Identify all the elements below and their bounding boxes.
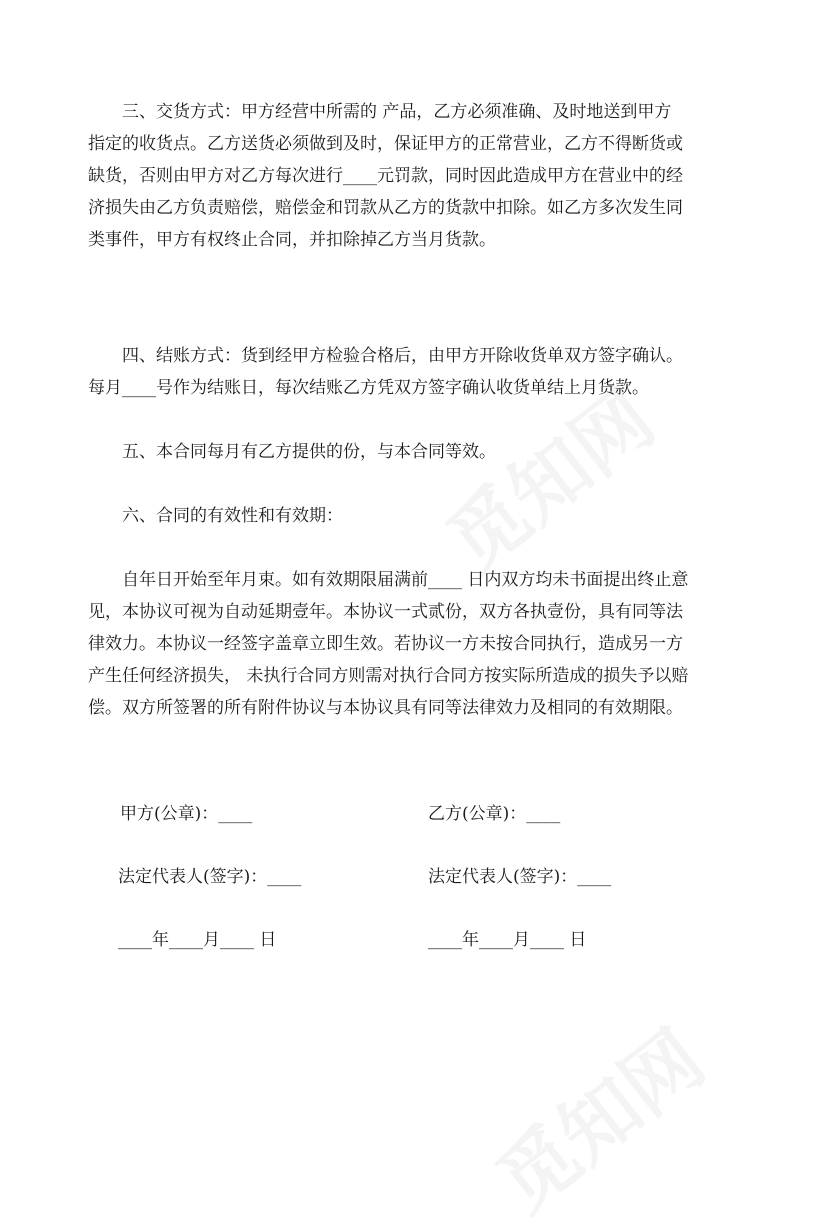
paragraph-line: 三、交货方式：甲方经营中所需的 产品，乙方必须准确、及时地送到甲方 [122, 102, 672, 122]
paragraph-line: 指定的收货点。乙方送货必须做到及时，保证甲方的正常营业，乙方不得断货或 [88, 134, 683, 154]
party-a-seal: 甲方(公章)：____ [120, 804, 253, 824]
paragraph-line: 每月____号作为结账日，每次结账乙方凭双方签字确认收货单结上月货款。 [88, 378, 649, 398]
paragraph-line: 产生任何经济损失， 未执行合同方则需对执行合同方按实际所造成的损失予以赔 [88, 666, 689, 686]
paragraph-line: 类事件，甲方有权终止合同，并扣除掉乙方当月货款。 [88, 230, 496, 250]
party-b-seal: 乙方(公章)：____ [428, 804, 561, 824]
paragraph-line: 四、结账方式：货到经甲方检验合格后，由甲方开除收货单双方签字确认。 [122, 346, 683, 366]
party-a-date: ____年____月____ 日 [118, 930, 277, 950]
section-validity-body [88, 564, 768, 724]
paragraph-line: 济损失由乙方负责赔偿，赔偿金和罚款从乙方的货款中扣除。如乙方多次发生同 [88, 198, 683, 218]
paragraph-line: 五、本合同每月有乙方提供的份，与本合同等效。 [122, 442, 496, 462]
paragraph-line: 自年日开始至年月束。如有效期限届满前____ 日内双方均未书面提出终止意 [122, 570, 689, 590]
section-heading: 六、合同的有效性和有效期： [122, 506, 343, 526]
paragraph-line: 律效力。本协议一经签字盖章立即生效。若协议一方未按合同执行，造成另一方 [88, 634, 683, 654]
section-validity-heading [88, 500, 768, 532]
watermark [470, 1000, 723, 1232]
party-b-representative: 法定代表人(签字)：____ [428, 867, 612, 887]
paragraph-line: 偿。双方所签署的所有附件协议与本协议具有同等法律效力及相同的有效期限。 [88, 698, 683, 718]
section-copies [88, 436, 768, 468]
party-a-representative: 法定代表人(签字)：____ [118, 867, 302, 887]
paragraph-line: 见，本协议可视为自动延期壹年。本协议一式贰份，双方各执壹份，具有同等法 [88, 602, 683, 622]
paragraph-line: 缺货，否则由甲方对乙方每次进行____元罚款，同时因此造成甲方在营业中的经 [88, 166, 683, 186]
section-settlement [88, 340, 768, 404]
party-b-date: ____年____月____ 日 [428, 930, 587, 950]
section-delivery [88, 96, 768, 256]
